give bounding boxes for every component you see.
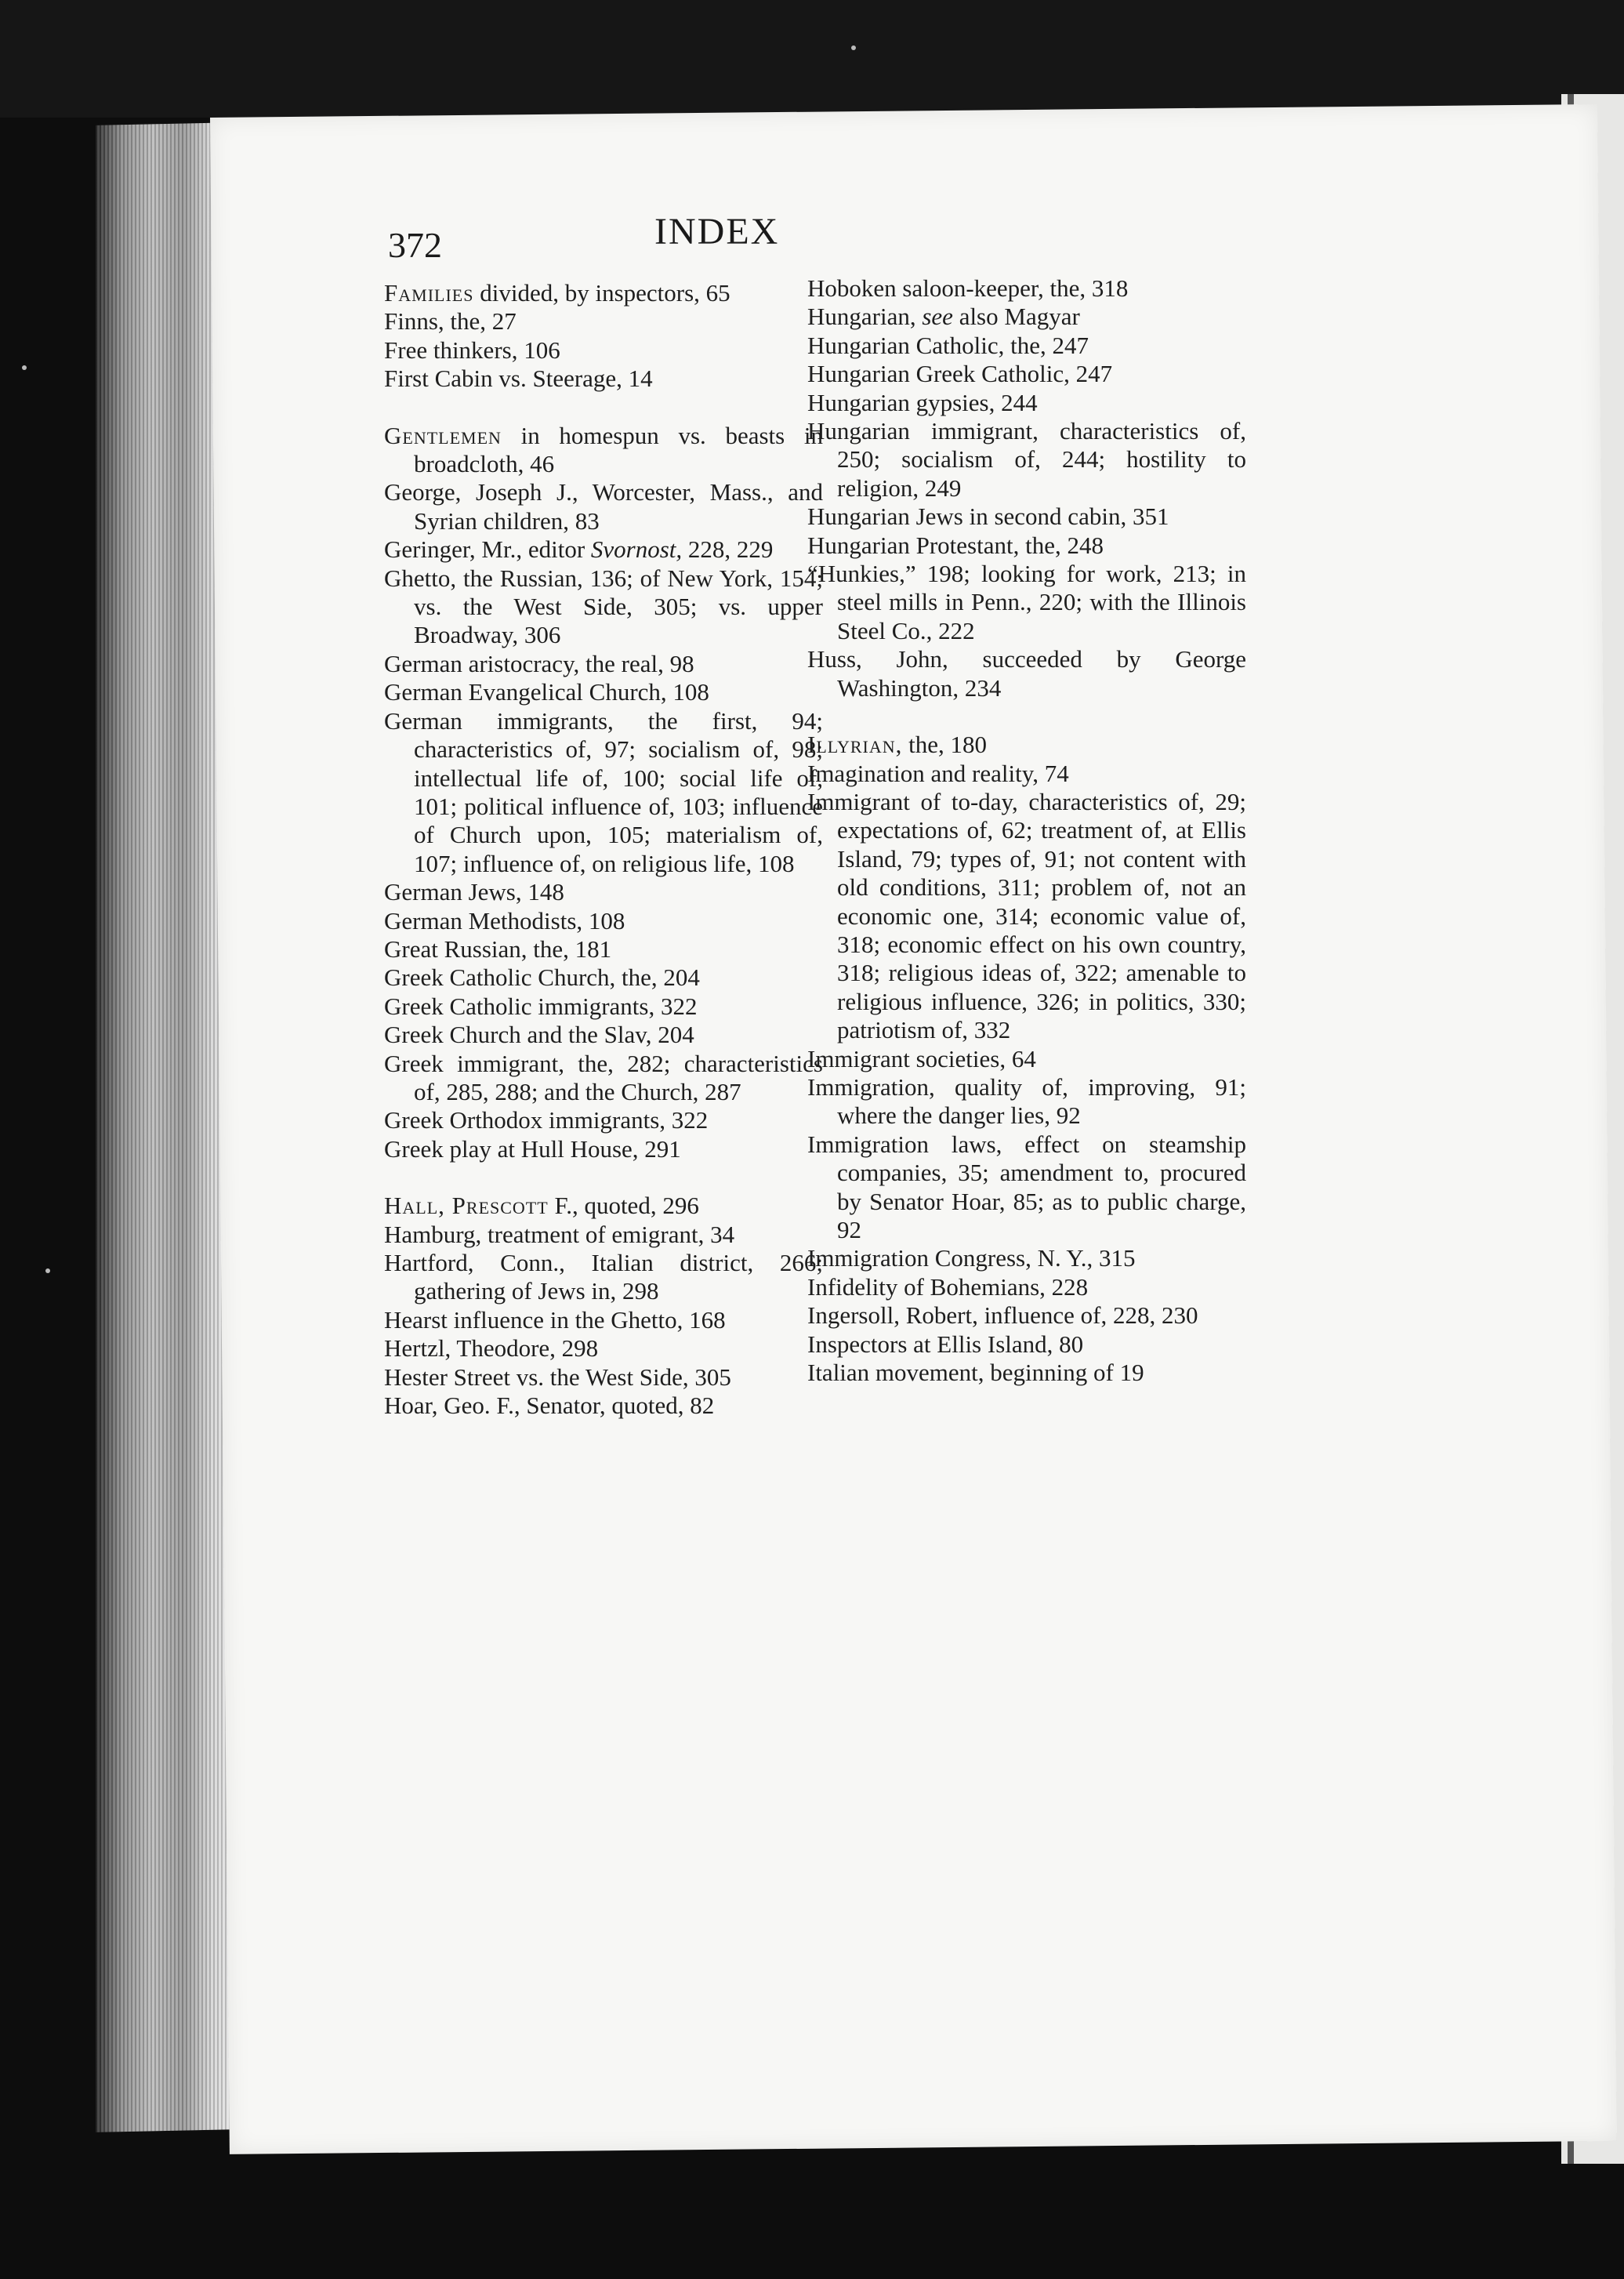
index-entry xyxy=(807,731,1246,759)
index-entry-text: divided, by inspectors, 65 xyxy=(473,279,730,307)
dust-speck xyxy=(45,1268,50,1273)
dust-speck xyxy=(22,365,27,370)
index-entry xyxy=(384,279,823,307)
letter-section-gap xyxy=(384,1163,823,1192)
index-entry: Hearst influence in the Ghetto, 168 xyxy=(384,1305,726,1334)
index-entry xyxy=(384,1192,823,1220)
index-entry-lead: Hall, Prescott xyxy=(384,1192,549,1220)
index-entry: German Evangelical Church, 108 xyxy=(384,678,709,706)
index-entry-text: 228, 229 xyxy=(682,535,774,564)
index-entry: Hoboken saloon-keeper, the, 318 xyxy=(807,274,1129,302)
index-entry: Hartford, Conn., Italian district, 266; gathering of Jews in, 298 xyxy=(384,1249,823,1305)
index-entry: “Hunkies,” 198; looking for work, 213; in steel mills in Penn., 220; with the Illinois Steel Co., 222 xyxy=(807,560,1246,644)
index-entry-text: in homespun vs. beasts in broadcloth, 46 xyxy=(414,421,823,478)
index-entry: Hungarian Catholic, the, 247 xyxy=(807,331,1089,359)
index-entry-lead: Gentlemen xyxy=(384,421,502,449)
page-title: INDEX xyxy=(654,211,780,252)
index-entry: German Jews, 148 xyxy=(384,878,564,906)
index-entry-text: the, 180 xyxy=(902,731,988,759)
index-entry: German immigrants, the first, 94; characteristics of, 97; socialism of, 98; intellectual life of, 100; social life of, 101; political influence of, 103; influence of Church upon, 105; materialism of, 107; influence of, on religious life, 108 xyxy=(384,706,823,877)
index-entry: Imagination and reality, 74 xyxy=(807,759,1069,787)
index-entry: Infidelity of Bohemians, 228 xyxy=(807,1272,1089,1301)
index-entry: Ingersoll, Robert, influence of, 228, 230 xyxy=(807,1301,1198,1330)
index-entry-text: also Magyar xyxy=(952,303,1080,331)
index-entry: Greek Church and the Slav, 204 xyxy=(384,1021,694,1049)
index-entry-italic: see xyxy=(922,303,953,331)
index-entry: German aristocracy, the real, 98 xyxy=(384,649,694,677)
dust-speck xyxy=(851,45,856,50)
index-entry: Hamburg, treatment of emigrant, 34 xyxy=(384,1220,735,1248)
index-entry: Immigration Congress, N. Y., 315 xyxy=(807,1244,1136,1272)
index-entry: German Methodists, 108 xyxy=(384,906,625,934)
index-entry: Greek play at Hull House, 291 xyxy=(384,1134,681,1163)
index-entry: Greek Catholic Church, the, 204 xyxy=(384,963,700,992)
index-entry: First Cabin vs. Steerage, 14 xyxy=(384,365,653,393)
index-entry: Greek immigrant, the, 282; characteristics of, 285, 288; and the Church, 287 xyxy=(384,1049,823,1105)
index-entry: Ghetto, the Russian, 136; of New York, 154; vs. the West Side, 305; vs. upper Broadway, 306 xyxy=(384,564,823,649)
index-entry-italic: Svornost, xyxy=(590,535,683,564)
index-entry xyxy=(384,535,823,564)
index-entry xyxy=(384,422,823,479)
index-entry: Immigration, quality of, improving, 91; where the danger lies, 92 xyxy=(807,1072,1246,1130)
index-column-left xyxy=(384,279,823,1420)
letter-section-gap xyxy=(807,702,1246,731)
index-entry: Greek Catholic immigrants, 322 xyxy=(384,992,698,1020)
index-entry: Immigrant societies, 64 xyxy=(807,1044,1036,1072)
index-entry: George, Joseph J., Worcester, Mass., and Syrian children, 83 xyxy=(384,478,823,535)
page-number: 372 xyxy=(388,225,442,265)
index-entry: Finns, the, 27 xyxy=(384,307,517,336)
index-entry-lead: Families xyxy=(384,279,474,307)
index-entry: Free thinkers, 106 xyxy=(384,336,560,364)
index-column-right xyxy=(807,274,1246,1387)
index-entry: Hester Street vs. the West Side, 305 xyxy=(384,1363,731,1391)
index-entry: Immigrant of to-day, characteristics of, 29; expectations of, 62; treatment of, at Ellis Island, 79; types of, 91; not content with old conditions, 311; problem of, not an economic one, 314; economic value of, 318; economic effect on his own country, 318; religious ideas of, 322; amenable to religious influence, 326; in politics, 330; patriotism of, 332 xyxy=(807,787,1246,1044)
index-entry-text: F., quoted, 296 xyxy=(548,1192,699,1220)
index-entry-lead: Illyrian, xyxy=(807,731,903,759)
index-entry: Inspectors at Ellis Island, 80 xyxy=(807,1330,1084,1358)
index-entry: Hoar, Geo. F., Senator, quoted, 82 xyxy=(384,1392,715,1420)
running-head xyxy=(388,210,1093,281)
index-entry: Hertzl, Theodore, 298 xyxy=(384,1334,599,1363)
scan-background-top xyxy=(0,0,1624,118)
index-entry: Great Russian, the, 181 xyxy=(384,934,612,963)
index-entry: Hungarian Protestant, the, 248 xyxy=(807,531,1104,559)
index-entry: Immigration laws, effect on steamship companies, 35; amendment to, procured by Senator Hoar, 85; as to public charge, 92 xyxy=(807,1130,1246,1243)
index-entry: Hungarian gypsies, 244 xyxy=(807,388,1038,416)
index-entry: Greek Orthodox immigrants, 322 xyxy=(384,1106,709,1134)
letter-section-gap xyxy=(384,394,823,422)
index-entry xyxy=(807,303,1246,331)
index-entry: Hungarian immigrant, characteristics of, 250; socialism of, 244; hostility to religion, 249 xyxy=(807,417,1246,502)
index-entry: Hungarian Greek Catholic, 247 xyxy=(807,360,1113,388)
index-entry: Huss, John, succeeded by George Washington, 234 xyxy=(807,645,1246,702)
index-entry-text: Hungarian, xyxy=(807,303,923,331)
index-entry: Italian movement, beginning of 19 xyxy=(807,1359,1144,1387)
index-entry-text: Geringer, Mr., editor xyxy=(384,535,591,564)
index-entry: Hungarian Jews in second cabin, 351 xyxy=(807,503,1169,531)
